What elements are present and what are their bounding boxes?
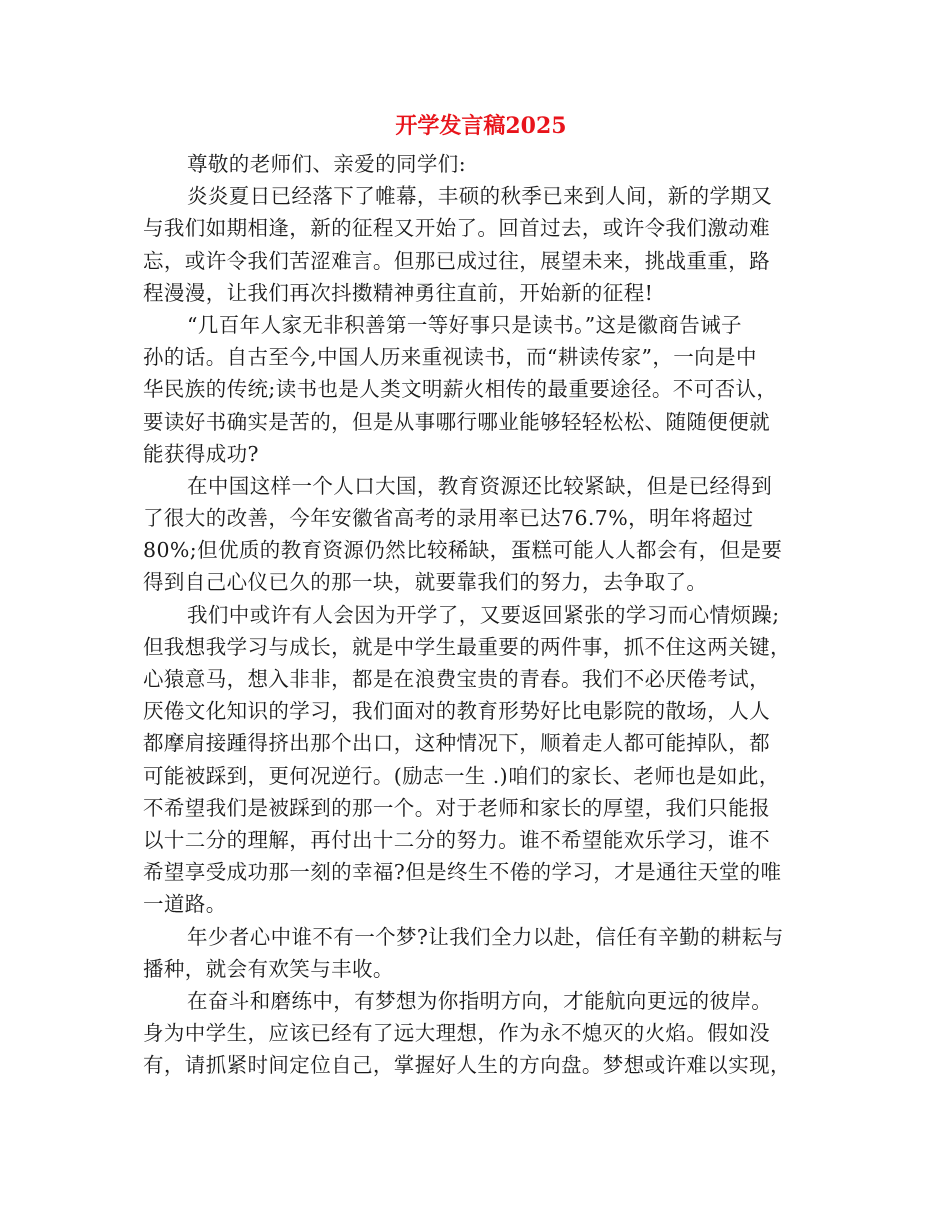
text-line: 不希望我们是被踩到的那一个。对于老师和家长的厚望，我们只能报 <box>143 795 770 820</box>
text-line: 能获得成功? <box>143 441 259 466</box>
text-line: 有，请抓紧时间定位自己，掌握好人生的方向盘。梦想或许难以实现， <box>143 1053 791 1078</box>
text-line: 了很大的改善，今年安徽省高考的录用率已达76.7%，明年将超过 <box>143 506 754 531</box>
text-line: 孙的话。自古至今,中国人历来重视读书，而“耕读传家”，一向是中 <box>143 345 757 370</box>
text-line: “几百年人家无非积善第一等好事只是读书。”这是徽商告诫子 <box>187 312 742 337</box>
text-line: 可能被踩到，更何况逆行。(励志一生 .)咱们的家长、老师也是如此， <box>143 763 780 788</box>
text-line: 都摩肩接踵得挤出那个出口，这种情况下，顺着走人都可能掉队，都 <box>143 731 770 756</box>
text-line: 要读好书确实是苦的，但是从事哪行哪业能够轻轻松松、随随便便就 <box>143 409 770 434</box>
text-line: 我们中或许有人会因为开学了，又要返回紧张的学习而心情烦躁; <box>187 602 780 627</box>
text-line: 华民族的传统;读书也是人类文明薪火相传的最重要途径。不可否认， <box>143 377 778 402</box>
text-line: 程漫漫，让我们再次抖擞精神勇往直前，开始新的征程! <box>143 280 654 305</box>
text-line: 炎炎夏日已经落下了帷幕，丰硕的秋季已来到人间，新的学期又 <box>187 184 773 209</box>
text-line: 但我想我学习与成长，就是中学生最重要的两件事，抓不住这两关键， <box>143 634 791 659</box>
text-line: 身为中学生，应该已经有了远大理想，作为永不熄灭的火焰。假如没 <box>143 1021 770 1046</box>
text-line: 得到自己心仪已久的那一块，就要靠我们的努力，去争取了。 <box>143 570 708 595</box>
text-line: 以十二分的理解，再付出十二分的努力。谁不希望能欢乐学习，谁不 <box>143 827 770 852</box>
text-line: 一道路。 <box>143 892 227 917</box>
text-line: 与我们如期相逢，新的征程又开始了。回首过去，或许令我们激动难 <box>143 216 770 241</box>
document-page <box>143 108 811 1081</box>
text-line: 80%;但优质的教育资源仍然比较稀缺，蛋糕可能人人都会有，但是要 <box>143 538 783 563</box>
text-line: 尊敬的老师们、亲爱的同学们: <box>187 152 467 176</box>
text-line: 在中国这样一个人口大国，教育资源还比较紧缺，但是已经得到 <box>187 473 773 498</box>
text-line: 厌倦文化知识的学习，我们面对的教育形势好比电影院的散场，人人 <box>143 699 770 724</box>
text-line: 年少者心中谁不有一个梦?让我们全力以赴，信任有辛勤的耕耘与 <box>187 924 784 949</box>
text-line: 心猿意马，想入非非，都是在浪费宝贵的青春。我们不必厌倦考试， <box>143 667 770 691</box>
text-line: 播种，就会有欢笑与丰收。 <box>143 956 394 981</box>
document-title: 开学发言稿2025 <box>395 113 567 139</box>
document-body <box>143 148 811 1081</box>
text-line: 忘，或许令我们苦涩难言。但那已成过往，展望未来，挑战重重，路 <box>143 248 770 273</box>
text-line: 在奋斗和磨练中，有梦想为你指明方向，才能航向更远的彼岸。 <box>187 988 773 1013</box>
text-line: 希望享受成功那一刻的幸福?但是终生不倦的学习，才是通往天堂的唯 <box>143 860 782 885</box>
